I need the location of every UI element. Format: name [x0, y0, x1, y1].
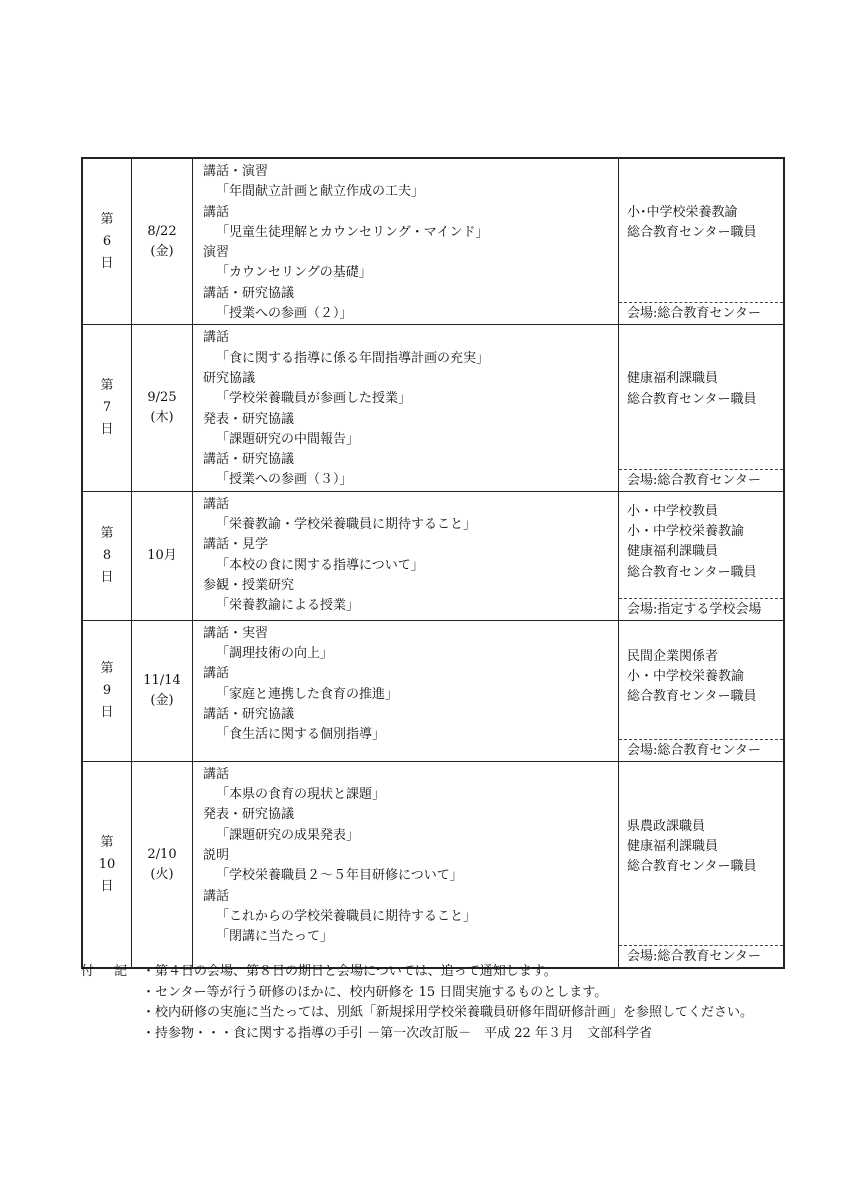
day-number-char: 第 [100, 525, 114, 541]
date-cell [132, 761, 193, 968]
session-title: 「学校栄養職員２～５年目研修について」 [216, 868, 463, 884]
session-title: 「授業への参画（３）」 [216, 472, 353, 488]
day-number-cell [82, 325, 132, 491]
notes-label: 付 記 [81, 964, 136, 979]
weekday-text: (金) [150, 692, 174, 708]
lecturer-name: 健康福利課職員 [627, 371, 719, 387]
session-type: 講話・演習 [203, 164, 269, 179]
lecturer-list [627, 502, 779, 583]
session-type: 研究協議 [203, 370, 256, 386]
day-number-char: 8 [102, 547, 112, 563]
date-cell [132, 158, 193, 325]
schedule-row [82, 620, 784, 761]
session-title: 「本校の食に関する指導について」 [216, 557, 424, 573]
lecturer-name: 総合教育センター職員 [627, 564, 757, 580]
session-title: 「学校栄養職員が参画した授業」 [216, 391, 412, 407]
day-number-char: 7 [102, 400, 112, 416]
weekday-text: (木) [150, 410, 174, 426]
notes-section [81, 962, 753, 1044]
session-title: 「栄養教諭・学校栄養職員に期待すること」 [216, 517, 477, 533]
content-cell [193, 620, 619, 761]
session-type: 演習 [203, 245, 230, 261]
lecturer-cell [619, 761, 785, 968]
session-type: 講話・研究協議 [203, 452, 295, 468]
session-type: 講話 [203, 330, 230, 346]
session-type: 講話・見学 [203, 537, 269, 553]
lecturer-list [627, 369, 779, 410]
day-number-char: 9 [102, 682, 112, 698]
day-number-cell [82, 761, 132, 968]
session-title: 「調理技術の向上」 [216, 646, 334, 662]
date-cell [132, 620, 193, 761]
session-title: 「閉講に当たって」 [216, 929, 334, 945]
venue-text: 会場:総合教育センター [619, 469, 783, 491]
lecturer-name: 小・中学校栄養教諭 [627, 669, 745, 685]
lecturer-list [627, 647, 779, 708]
schedule-row [82, 325, 784, 491]
session-title: 「カウンセリングの基礎」 [216, 265, 372, 281]
session-type: 説明 [203, 847, 230, 863]
session-type: 講話・研究協議 [203, 285, 295, 301]
day-number-char: 10 [98, 856, 116, 872]
note-item: ・第４日の会場、第８日の期日と会場については、追って通知します。 [142, 964, 557, 979]
note-item: ・校内研修の実施に当たっては、別紙「新規採用学校栄養職員研修年間研修計画」を参照してください。 [142, 1005, 754, 1020]
day-number-char: 第 [100, 378, 114, 394]
day-number-char: 日 [100, 255, 114, 271]
day-number-char: 日 [100, 878, 114, 894]
session-type: 講話 [203, 666, 230, 682]
content-cell [193, 158, 619, 325]
day-number-char: 第 [100, 660, 114, 676]
note-row [81, 983, 753, 1004]
day-number-char: 第 [100, 834, 114, 850]
lecturer-list [627, 817, 779, 878]
session-type: 講話・実習 [203, 625, 269, 641]
session-title: 「食に関する指導に係る年間指導計画の充実」 [216, 350, 490, 366]
note-item: ・センター等が行う研修のほかに、校内研修を 15 日間実施するものとします。 [142, 984, 608, 1000]
lecturer-name: 健康福利課職員 [627, 544, 719, 560]
session-title: 「年間献立計画と献立作成の工夫」 [216, 184, 425, 200]
session-type: 参観・授業研究 [203, 577, 295, 593]
date-text: 10月 [147, 547, 177, 563]
venue-text: 会場:総合教育センター [619, 739, 783, 761]
lecturer-name: 総合教育センター職員 [627, 859, 757, 875]
session-title: 「課題研究の中間報告」 [216, 431, 360, 447]
session-type: 講話 [203, 204, 230, 220]
lecturer-name: 総合教育センター職員 [627, 689, 757, 705]
session-type: 講話・研究協議 [203, 706, 295, 722]
session-type: 発表・研究協議 [203, 807, 295, 823]
note-row [81, 1024, 753, 1045]
session-title: 「児童生徒理解とカウンセリング・マインド」 [216, 224, 489, 240]
day-number-char: 6 [102, 233, 112, 249]
lecturer-name: 小・中学校栄養教諭 [627, 524, 745, 540]
day-number-cell [82, 158, 132, 325]
training-schedule-table [81, 157, 785, 969]
day-number-cell [82, 620, 132, 761]
date-cell [132, 325, 193, 491]
schedule-row [82, 491, 784, 620]
lecturer-list [627, 203, 779, 244]
day-number-char: 日 [100, 422, 114, 438]
content-cell [193, 325, 619, 491]
note-row [81, 1003, 753, 1024]
note-row [81, 962, 753, 983]
date-text: 11/14 [143, 672, 181, 688]
session-type: 講話 [203, 888, 230, 904]
lecturer-cell [619, 325, 785, 491]
weekday-text: (火) [150, 866, 174, 882]
weekday-text: (金) [150, 243, 174, 259]
lecturer-name: 健康福利課職員 [627, 839, 719, 855]
lecturer-name: 小・中学校教員 [627, 503, 719, 519]
session-type: 講話 [203, 496, 230, 512]
lecturer-cell [619, 158, 785, 325]
date-text: 8/22 [147, 223, 177, 239]
date-cell [132, 491, 193, 620]
lecturer-cell [619, 491, 785, 620]
lecturer-cell [619, 620, 785, 761]
day-number-cell [82, 491, 132, 620]
day-number-char: 第 [100, 211, 114, 227]
date-text: 2/10 [147, 846, 177, 862]
session-title: 「家庭と連携した食育の推進」 [216, 686, 399, 702]
note-item: ・持参物・・・食に関する指導の手引 －第一次改訂版－ 平成 22 年３月 文部科学省 [142, 1025, 652, 1041]
session-type: 発表・研究協議 [203, 411, 295, 427]
venue-text: 会場:総合教育センター [619, 945, 783, 967]
session-title: 「課題研究の成果発表」 [216, 827, 360, 843]
session-title: 「栄養教諭による授業」 [216, 598, 360, 614]
day-number-char: 日 [100, 704, 114, 720]
schedule-row [82, 761, 784, 968]
content-cell [193, 491, 619, 620]
content-cell [193, 761, 619, 968]
session-title: 「これからの学校栄養職員に期待すること」 [216, 908, 477, 924]
schedule-row [82, 158, 784, 325]
session-title: 「食生活に関する個別指導」 [216, 727, 386, 743]
venue-text: 会場:総合教育センター [619, 302, 783, 324]
day-number-char: 日 [100, 569, 114, 585]
lecturer-name: 総合教育センター職員 [627, 225, 757, 241]
lecturer-name: 総合教育センター職員 [627, 391, 757, 407]
lecturer-name: 民間企業関係者 [627, 648, 719, 664]
session-title: 「本県の食育の現状と課題」 [216, 787, 386, 803]
lecturer-name: 小･中学校栄養教諭 [627, 205, 738, 220]
lecturer-name: 県農政課職員 [627, 818, 706, 834]
session-title: 「授業への参画（２）」 [216, 306, 353, 322]
date-text: 9/25 [147, 390, 177, 406]
venue-text: 会場:指定する学校会場 [619, 598, 783, 620]
session-type: 講話 [203, 766, 230, 782]
